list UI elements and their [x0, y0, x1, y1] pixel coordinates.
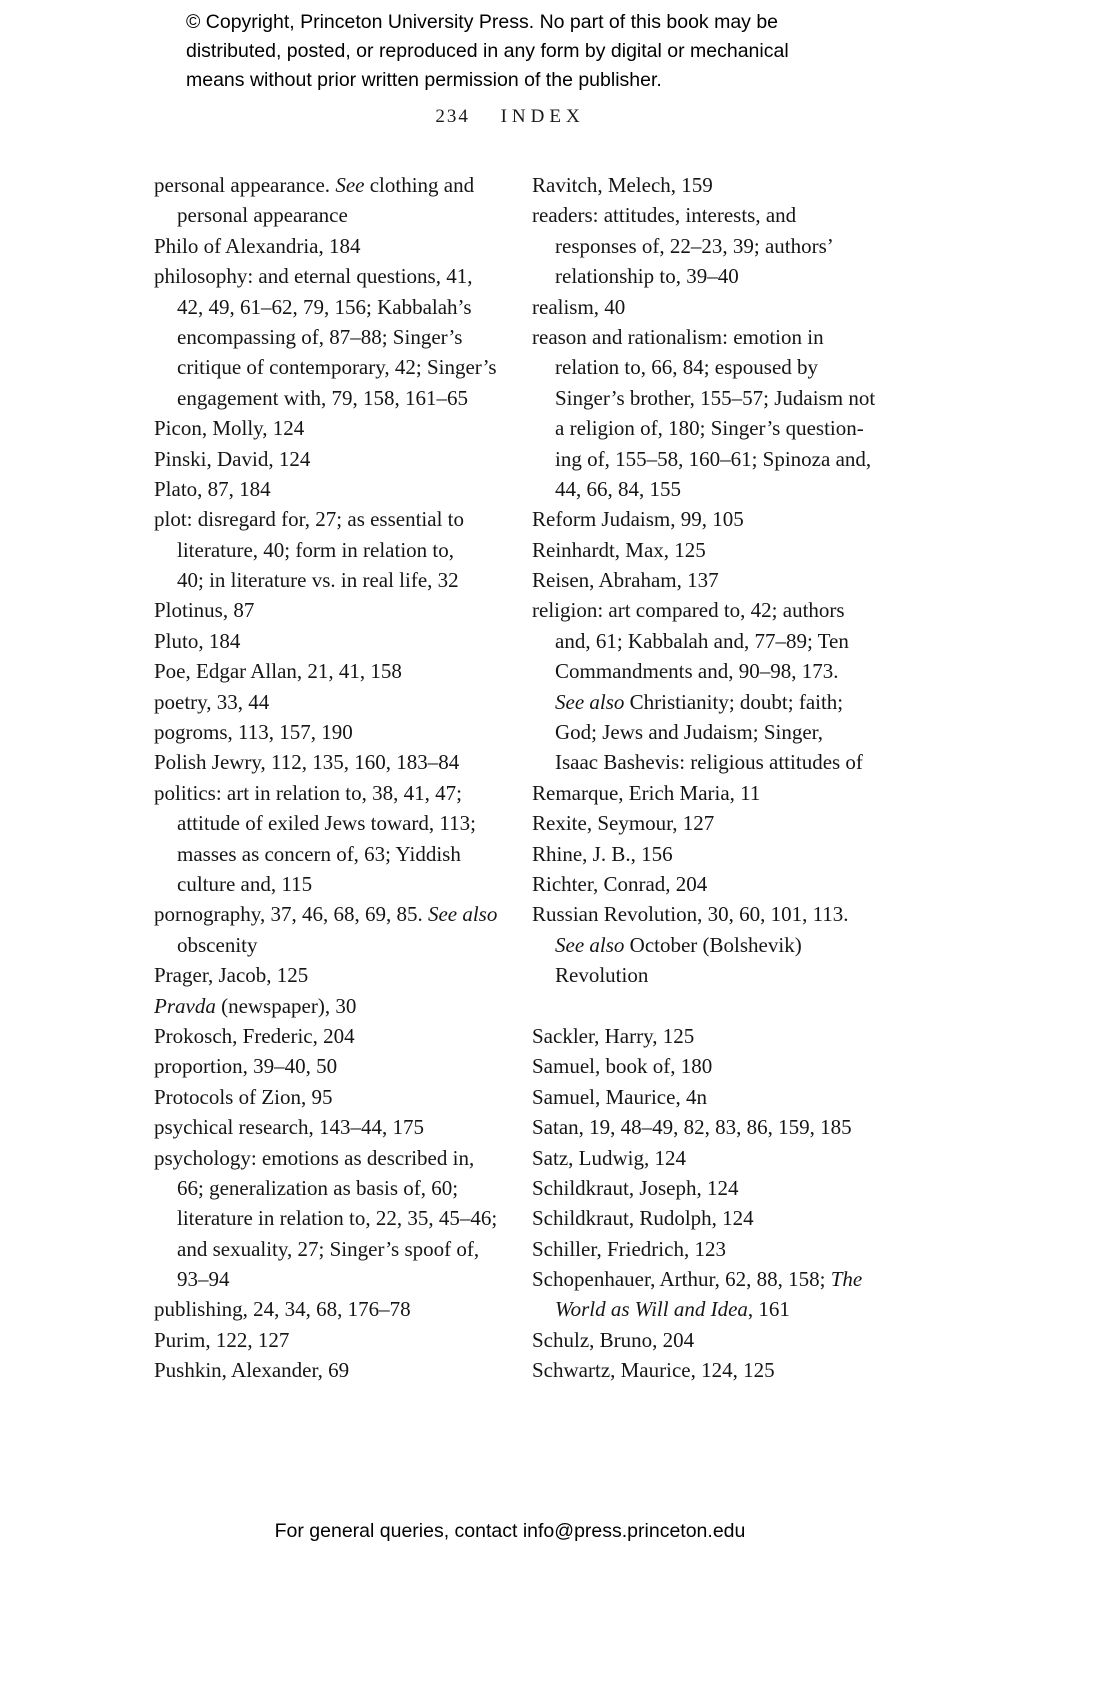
index-text-segment: clothing and [364, 173, 475, 197]
index-text-segment: Reform Judaism, 99, 105 [532, 507, 744, 532]
index-text-segment: critique of contemporary, 42; Singer’s [177, 355, 497, 380]
index-text-segment: encompassing of, 87–88; Singer’s [177, 324, 463, 349]
index-text-segment: Pravda [154, 993, 216, 1018]
index-text-segment: masses as concern of, 63; Yiddish [177, 841, 461, 866]
index-text-segment: Revolution [555, 963, 649, 988]
index-text-segment: Protocols of Zion, 95 [154, 1084, 333, 1109]
index-line [532, 1203, 917, 1233]
index-column-left [154, 170, 526, 1386]
index-line [154, 595, 526, 625]
index-text-segment: personal appearance. [154, 173, 336, 197]
index-text-segment: Satan, 19, 48–49, 82, 83, 86, 159, 185 [532, 1115, 852, 1140]
index-line [154, 1173, 526, 1203]
index-text-segment: 93–94 [177, 1267, 230, 1292]
index-text-segment: Schildkraut, Rudolph, 124 [532, 1206, 754, 1231]
index-line [154, 687, 526, 717]
index-text-segment: Rhine, J. B., 156 [532, 841, 673, 866]
index-line [154, 839, 526, 869]
index-line [532, 626, 917, 656]
index-text-segment: psychical research, 143–44, 175 [154, 1115, 424, 1140]
index-text-segment: personal appearance [177, 203, 348, 228]
section-title: INDEX [500, 106, 585, 127]
index-text-segment: a religion of, 180; Singer’s question- [555, 416, 864, 441]
index-line [154, 200, 526, 230]
index-line [154, 717, 526, 747]
index-line [154, 1325, 526, 1355]
index-text-segment: proportion, 39–40, 50 [154, 1054, 338, 1079]
index-text-segment: Richter, Conrad, 204 [532, 871, 708, 896]
index-line [532, 869, 917, 899]
index-text-segment: Purim, 122, 127 [154, 1327, 290, 1352]
index-line [154, 869, 526, 899]
index-text-segment: and sexuality, 27; Singer’s spoof of, [177, 1236, 480, 1261]
index-line [154, 1112, 526, 1142]
index-line [532, 899, 917, 929]
index-text-segment: World as Will and Idea [555, 1297, 748, 1322]
index-line [154, 899, 526, 929]
index-text-segment: responses of, 22–23, 39; authors’ [555, 233, 834, 258]
index-text-segment: 66; generalization as basis of, 60; [177, 1175, 459, 1200]
index-line [532, 1294, 917, 1324]
index-text-segment: relation to, 66, 84; espoused by [555, 355, 819, 380]
index-line [532, 1051, 917, 1081]
index-text-segment: Remarque, Erich Maria, 11 [532, 780, 761, 805]
index-line [532, 930, 917, 960]
index-line [532, 778, 917, 808]
index-text-segment: Polish Jewry, 112, 135, 160, 183–84 [154, 750, 460, 775]
index-text-segment: God; Jews and Judaism; Singer, [555, 720, 824, 745]
index-text-segment: Pinski, David, 124 [154, 446, 311, 471]
index-text-segment: pornography, 37, 46, 68, 69, 85. [154, 902, 428, 927]
index-text-segment: obscenity [177, 932, 258, 957]
index-line [532, 1143, 917, 1173]
index-line [532, 1234, 917, 1264]
index-line [532, 322, 917, 352]
index-line [154, 231, 526, 261]
index-line [154, 413, 526, 443]
index-text-segment: Sackler, Harry, 125 [532, 1023, 695, 1048]
index-line [532, 383, 917, 413]
index-line [154, 1203, 526, 1233]
index-line [532, 1173, 917, 1203]
index-text-segment: (newspaper), 30 [215, 993, 357, 1018]
index-text-segment: and, 61; Kabbalah and, 77–89; Ten [555, 628, 849, 653]
index-text-segment: See also [555, 689, 625, 714]
index-line [154, 1082, 526, 1112]
index-text-segment: Schulz, Bruno, 204 [532, 1327, 695, 1352]
index-text-segment: Ravitch, Melech, 159 [532, 173, 713, 197]
index-line [532, 474, 917, 504]
index-line [154, 1234, 526, 1264]
index-text-segment: culture and, 115 [177, 871, 313, 896]
index-text-segment: Plotinus, 87 [154, 598, 255, 623]
index-line [154, 656, 526, 686]
index-column-right [532, 170, 917, 1386]
index-text-segment: October (Bolshevik) [624, 932, 802, 957]
index-text-segment: Reisen, Abraham, 137 [532, 568, 719, 593]
index-text-segment: , 161 [747, 1297, 790, 1322]
index-text-segment: Philo of Alexandria, 184 [154, 233, 361, 258]
index-text-segment: Schopenhauer, Arthur, 62, 88, 158; [532, 1267, 831, 1292]
index-text-segment: See [335, 173, 365, 197]
index-text-segment: The [830, 1267, 863, 1292]
index-text-segment: relationship to, 39–40 [555, 264, 739, 289]
index-line [532, 747, 917, 777]
copyright-notice: © Copyright, Princeton University Press. No part of this book may be distributed, posted, or reproduced in any form by digital or mechanical means without prior written permission of the publisher. [186, 11, 789, 91]
index-line [532, 231, 917, 261]
index-text-segment: philosophy: and eternal questions, 41, [154, 264, 473, 289]
index-text-segment: Russian Revolution, 30, 60, 101, 113. [532, 902, 849, 927]
index-text-segment: Reinhardt, Max, 125 [532, 537, 706, 562]
index-line [154, 1143, 526, 1173]
index-text-segment: Plato, 87, 184 [154, 476, 271, 501]
index-line [532, 352, 917, 382]
index-line [532, 656, 917, 686]
index-text-segment: engagement with, 79, 158, 161–65 [177, 385, 469, 410]
index-text-segment: realism, 40 [532, 294, 626, 319]
index-line [532, 1112, 917, 1142]
index-text-segment: 42, 49, 61–62, 79, 156; Kabbalah’s [177, 294, 472, 319]
index-line [154, 352, 526, 382]
index-line [532, 687, 917, 717]
index-section-break [532, 991, 917, 1021]
index-text-segment: Pluto, 184 [154, 628, 241, 653]
index-line [154, 808, 526, 838]
index-text-segment: literature, 40; form in relation to, [177, 537, 454, 562]
index-line [532, 1355, 917, 1385]
index-text-segment: Schwartz, Maurice, 124, 125 [532, 1358, 775, 1383]
index-line [532, 170, 917, 200]
index-text-segment: publishing, 24, 34, 68, 176–78 [154, 1297, 411, 1322]
index-line [154, 1294, 526, 1324]
index-line [154, 1355, 526, 1385]
index-line [532, 595, 917, 625]
index-text-segment: Prager, Jacob, 125 [154, 963, 309, 988]
index-text-segment: Prokosch, Frederic, 204 [154, 1023, 355, 1048]
index-line [154, 960, 526, 990]
index-line [532, 200, 917, 230]
index-line [532, 839, 917, 869]
index-line [154, 930, 526, 960]
index-text-segment: Satz, Ludwig, 124 [532, 1145, 686, 1170]
index-text-segment: ing of, 155–58, 160–61; Spinoza and, [555, 446, 872, 471]
index-text-segment: reason and rationalism: emotion in [532, 324, 824, 349]
index-line [154, 170, 526, 200]
index-line [532, 535, 917, 565]
index-line [154, 383, 526, 413]
index-line [154, 535, 526, 565]
index-text-segment: 40; in literature vs. in real life, 32 [177, 568, 459, 593]
footer-contact: For general queries, contact info@press.princeton.edu [274, 1520, 746, 1542]
index-line [532, 1325, 917, 1355]
index-text-segment: pogroms, 113, 157, 190 [154, 720, 353, 745]
index-text-segment: Christianity; doubt; faith; [624, 689, 844, 714]
index-line [154, 474, 526, 504]
index-line [154, 565, 526, 595]
index-text-segment: attitude of exiled Jews toward, 113; [177, 811, 476, 836]
index-text-segment: religion: art compared to, 42; authors [532, 598, 845, 623]
index-line [154, 504, 526, 534]
index-line [154, 292, 526, 322]
index-line [532, 717, 917, 747]
page-number: 234 [435, 106, 470, 127]
index-text-segment: Rexite, Seymour, 127 [532, 811, 715, 836]
index-line [154, 778, 526, 808]
index-text-segment: Isaac Bashevis: religious attitudes of [555, 750, 863, 775]
index-text-segment: Schiller, Friedrich, 123 [532, 1236, 726, 1261]
index-text-segment: Pushkin, Alexander, 69 [154, 1358, 350, 1383]
index-line [154, 991, 526, 1021]
index-text-segment: poetry, 33, 44 [154, 689, 270, 714]
index-line [532, 1021, 917, 1051]
index-line [154, 1264, 526, 1294]
index-line [532, 1264, 917, 1294]
index-line [532, 292, 917, 322]
index-line [532, 261, 917, 291]
index-text-segment: Poe, Edgar Allan, 21, 41, 158 [154, 659, 402, 684]
index-line [154, 261, 526, 291]
index-text-segment: 44, 66, 84, 155 [555, 476, 681, 501]
running-head [154, 106, 866, 128]
index-text-segment: Commandments and, 90–98, 173. [555, 659, 839, 684]
index-line [154, 322, 526, 352]
index-line [532, 1082, 917, 1112]
index-text-segment: plot: disregard for, 27; as essential to [154, 507, 465, 532]
index-text-segment: Samuel, Maurice, 4n [532, 1084, 707, 1109]
index-line [154, 626, 526, 656]
index-line [154, 747, 526, 777]
index-line [532, 960, 917, 990]
index-line [532, 565, 917, 595]
index-line [154, 1021, 526, 1051]
index-text-segment: literature in relation to, 22, 35, 45–46; [177, 1206, 498, 1231]
index-line [154, 444, 526, 474]
index-line [532, 413, 917, 443]
index-text-segment: Samuel, book of, 180 [532, 1054, 713, 1079]
index-line [532, 504, 917, 534]
index-line [154, 1051, 526, 1081]
index-text-segment: readers: attitudes, interests, and [532, 203, 797, 228]
index-line [532, 808, 917, 838]
index-text-segment: See also [555, 932, 625, 957]
index-text-segment: See also [427, 902, 498, 927]
index-text-segment: politics: art in relation to, 38, 41, 47; [154, 780, 462, 805]
index-text-segment: psychology: emotions as described in, [154, 1145, 475, 1170]
index-text-segment: Picon, Molly, 124 [154, 416, 305, 441]
index-line [532, 444, 917, 474]
index-text-segment: Schildkraut, Joseph, 124 [532, 1175, 739, 1200]
index-text-segment: Singer’s brother, 155–57; Judaism not [555, 385, 876, 410]
